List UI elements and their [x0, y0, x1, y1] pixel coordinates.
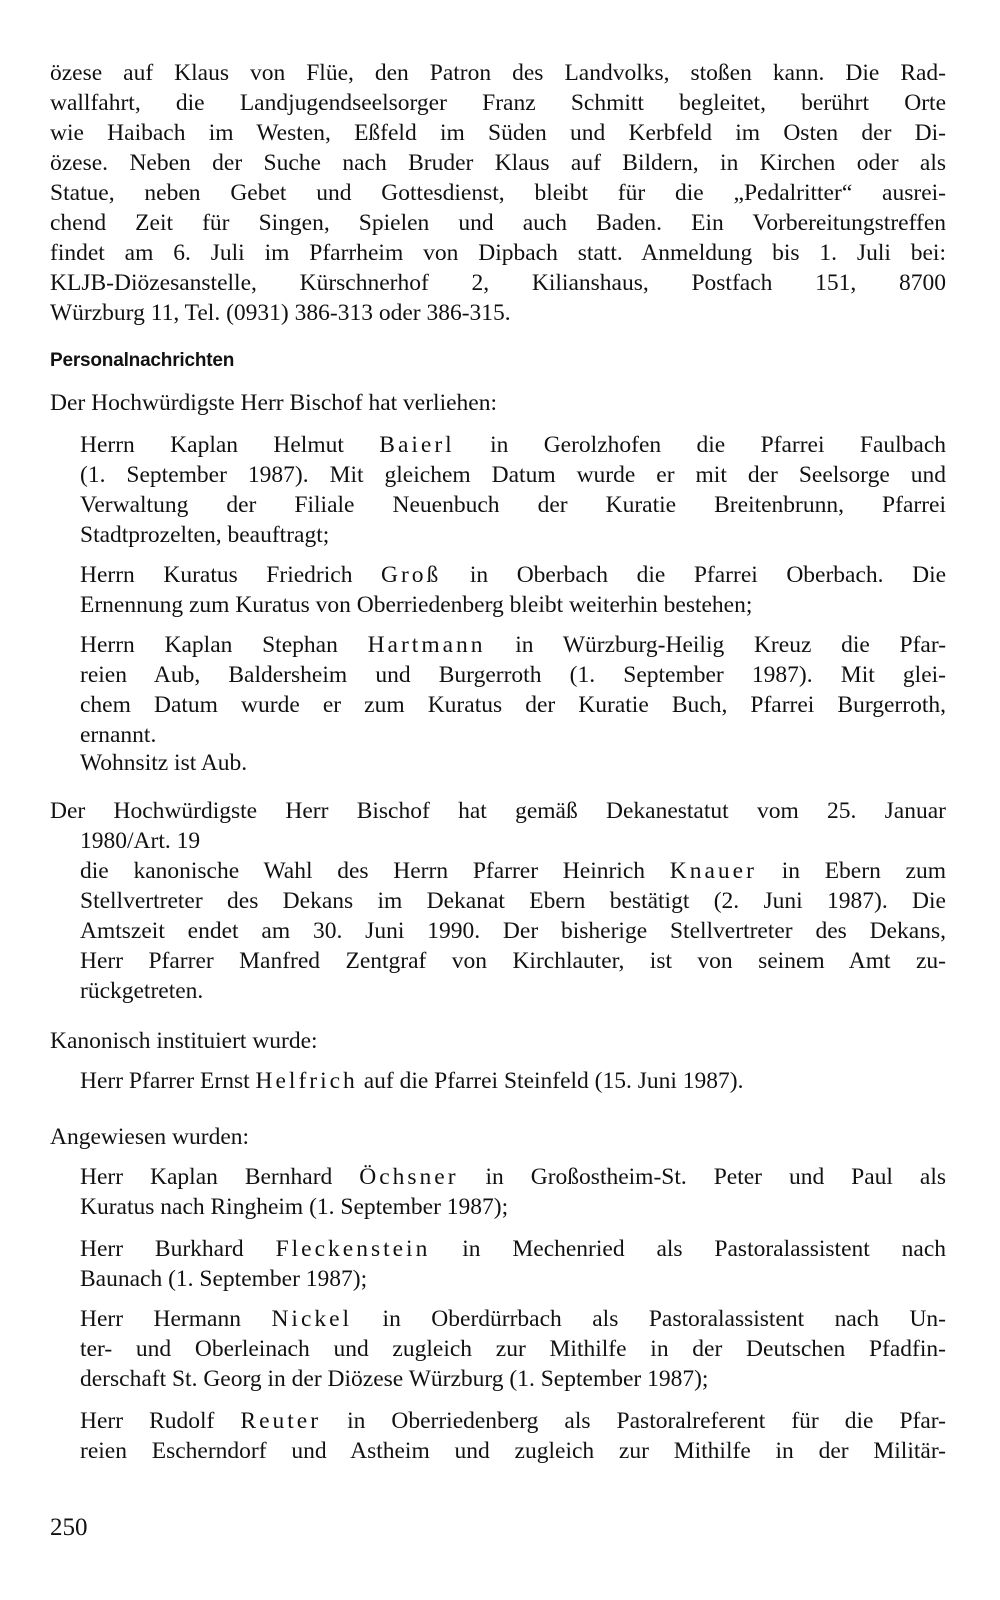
person-name: Knauer: [669, 858, 757, 884]
text-line: Herr Rudolf Reuter in Oberriedenberg als Pastoralreferent für die Pfar-: [80, 1408, 946, 1434]
text-line: (1. September 1987). Mit gleichem Datum wurde er mit der Seelsorge und: [80, 462, 946, 488]
text-line: Herrn Kuratus Friedrich Groß in Oberbach die Pfarrei Oberbach. Die: [80, 562, 947, 588]
text-line: Statue, neben Gebet und Gottesdienst, bleibt für die „Pedalritter“ ausrei-: [50, 180, 946, 206]
text-line: Herrn Kaplan Helmut Baierl in Gerolzhofen die Pfarrei Faulbach: [80, 432, 947, 458]
text-line: özese auf Klaus von Flüe, den Patron des Landvolks, stoßen kann. Die Rad-: [50, 60, 946, 86]
text-line: Baunach (1. September 1987);: [80, 1266, 368, 1292]
entry-helfrich: Herr Pfarrer Ernst Helfrich auf die Pfarrei Steinfeld (15. Juni 1987).: [80, 1068, 744, 1094]
text-line: rückgetreten.: [80, 978, 204, 1004]
text-line: chem Datum wurde er zum Kuratus der Kuratie Buch, Pfarrei Burgerroth,: [80, 692, 946, 718]
text-line: Wohnsitz ist Aub.: [80, 750, 248, 776]
text-line: Herr Hermann Nickel in Oberdürrbach als Pastoralassistent nach Un-: [80, 1306, 947, 1332]
text-line: derschaft St. Georg in der Diözese Würzburg (1. September 1987);: [80, 1366, 709, 1392]
text-line: Der Hochwürdigste Herr Bischof hat gemäß Dekanestatut vom 25. Januar: [50, 798, 946, 824]
text-line: 1980/Art. 19: [80, 828, 201, 854]
text-line: Herr Pfarrer Manfred Zentgraf von Kirchlauter, ist von seinem Amt zu-: [80, 948, 946, 974]
text-line: Stellvertreter des Dekans im Dekanat Ebern bestätigt (2. Juni 1987). Die: [80, 888, 946, 914]
text-line: Herrn Kaplan Stephan Hartmann in Würzburg-Heilig Kreuz die Pfar-: [80, 632, 947, 658]
text-line: reien Escherndorf und Astheim und zugleich zur Mithilfe in der Militär-: [80, 1438, 946, 1464]
text-line: özese. Neben der Suche nach Bruder Klaus auf Bildern, in Kirchen oder als: [50, 150, 946, 176]
page-number: 250: [50, 1514, 88, 1541]
text-line: KLJB-Diözesanstelle, Kürschnerhof 2, Kilianshaus, Postfach 151, 8700: [50, 270, 946, 296]
person-name: Groß: [381, 562, 442, 588]
verliehen-intro: Der Hochwürdigste Herr Bischof hat verliehen:: [50, 390, 498, 416]
text-line: ernannt.: [80, 722, 157, 748]
person-name: Baierl: [379, 432, 455, 458]
angewiesen-intro: Angewiesen wurden:: [50, 1124, 250, 1150]
text-line: Herr Kaplan Bernhard Öchsner in Großostheim-St. Peter und Paul als: [80, 1164, 947, 1190]
text-line: die kanonische Wahl des Herrn Pfarrer Heinrich Knauer in Ebern zum: [80, 858, 947, 884]
text-line: Amtszeit endet am 30. Juni 1990. Der bisherige Stellvertreter des Dekans,: [80, 918, 946, 944]
text-line: Kuratus nach Ringheim (1. September 1987);: [80, 1194, 509, 1220]
text-line: Ernennung zum Kuratus von Oberriedenberg bleibt weiterhin bestehen;: [80, 592, 753, 618]
text-line: Verwaltung der Filiale Neuenbuch der Kuratie Breitenbrunn, Pfarrei: [80, 492, 946, 518]
text-line: ter- und Oberleinach und zugleich zur Mithilfe in der Deutschen Pfadfin-: [80, 1336, 946, 1362]
text-line: Herr Burkhard Fleckenstein in Mechenried als Pastoralassistent nach: [80, 1236, 947, 1262]
person-name: Nickel: [271, 1306, 353, 1332]
text-line: chend Zeit für Singen, Spielen und auch Baden. Ein Vorbereitungstreffen: [50, 210, 946, 236]
text-line: reien Aub, Baldersheim und Burgerroth (1. September 1987). Mit glei-: [80, 662, 946, 688]
text-line: Stadtprozelten, beauftragt;: [80, 522, 330, 548]
text-line: wie Haibach im Westen, Eßfeld im Süden und Kerbfeld im Osten der Di-: [50, 120, 946, 146]
text-line: wallfahrt, die Landjugendseelsorger Franz Schmitt begleitet, berührt Orte: [50, 90, 946, 116]
section-heading: Personalnachrichten: [50, 350, 235, 371]
text-line: Würzburg 11, Tel. (0931) 386-313 oder 386-315.: [50, 300, 511, 326]
person-name: Reuter: [240, 1408, 322, 1434]
text-line: findet am 6. Juli im Pfarrheim von Dipbach statt. Anmeldung bis 1. Juli bei:: [50, 240, 946, 266]
person-name: Helfrich: [255, 1068, 358, 1094]
person-name: Öchsner: [359, 1164, 459, 1190]
kanonisch-intro: Kanonisch instituiert wurde:: [50, 1028, 318, 1054]
person-name: Fleckenstein: [275, 1236, 431, 1262]
person-name: Hartmann: [367, 632, 486, 658]
